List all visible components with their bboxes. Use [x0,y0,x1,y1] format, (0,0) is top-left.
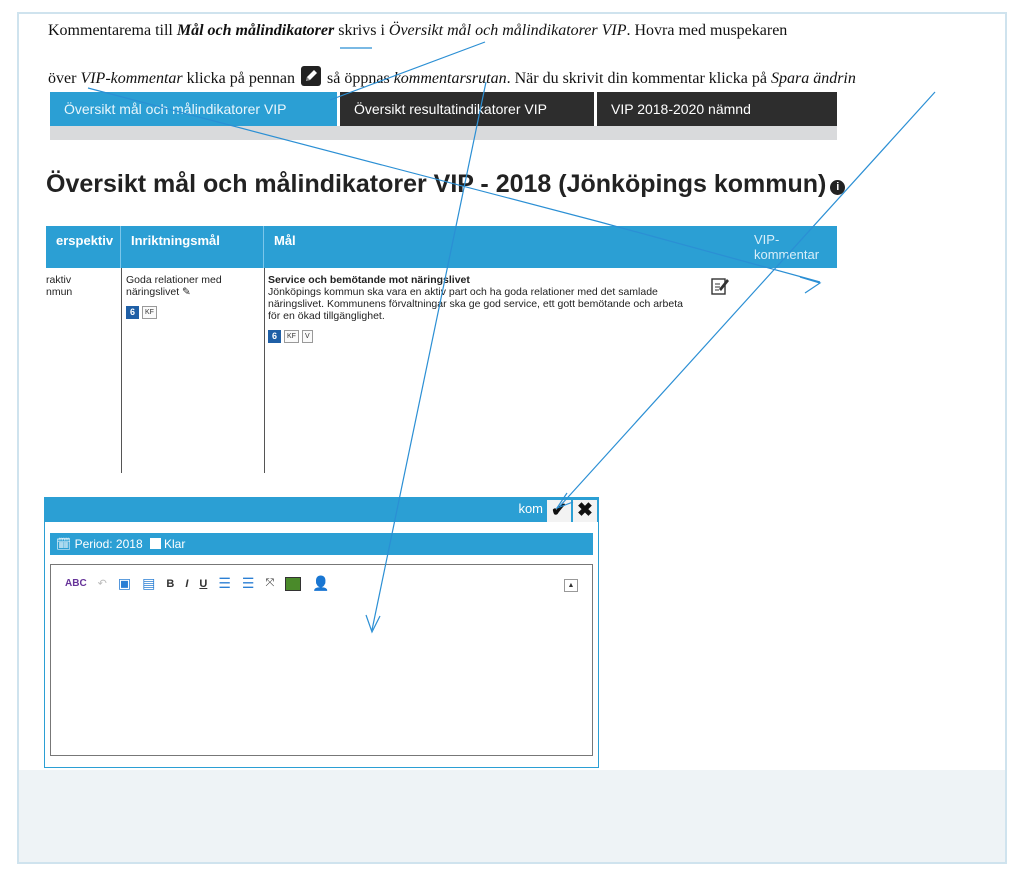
paste-icon[interactable]: ▣ [117,575,132,591]
instruction-line-2: över VIP-kommentar klicka på pennan så öppnas kommentarsrutan. När du skrivit din kommentar klicka på Spara ändrin [48,66,1008,88]
edit-comment-icon[interactable] [710,276,730,296]
period-bar [50,533,593,555]
badge-goal-number: 6 [268,330,281,343]
close-button[interactable]: ✖ [573,500,597,522]
header-perspective: erspektiv [46,226,121,268]
spellcheck-icon[interactable]: ABC [65,578,87,589]
header-goal: Mål [274,233,296,248]
cell-perspective [46,274,72,298]
table-header [46,226,837,268]
direction-badges [126,306,261,319]
header-direction-goal: Inriktningsmål [121,226,264,268]
done-checkbox[interactable] [150,538,161,549]
comment-editor[interactable] [50,564,593,756]
dialog-title-bar [44,497,599,522]
calendar-icon: 🗓 [56,537,72,551]
info-icon[interactable]: i [830,180,845,195]
goals-table [46,226,837,473]
bottom-strip [19,770,1005,862]
tab-overview-result-indicators[interactable]: Översikt resultatindikatorer VIP [340,92,597,126]
table-row [46,268,837,473]
undo-icon[interactable]: ↶ [97,578,107,590]
perspective-line-1: raktiv [46,274,72,286]
goal-badges [268,330,698,343]
pin-icon: ✎ [179,286,191,298]
bold-button[interactable]: B [166,577,175,590]
header-vip-comment: VIP-kommentar [754,232,820,262]
goal-text: Jönköpings kommun ska vara en aktiv part och ha goda relationer med det samlade näringslivet. Kommunens förvaltningar ska ge god service, ett gott bemötande och arbeta för en ökad tillgänglighet. [268,286,683,322]
period-label: Period: 2018 [74,537,143,551]
perspective-line-2: nmun [46,286,73,298]
paste-word-icon[interactable]: ▤ [142,575,156,591]
cell-goal [268,274,698,343]
column-divider [121,268,122,473]
tab-bar [50,92,837,126]
collapse-toolbar-icon[interactable]: ▲ [564,579,578,592]
direction-goal-text[interactable]: Goda relationer med näringslivet [126,274,222,298]
comment-dialog [44,497,599,767]
bullet-list-icon[interactable]: ☰ [241,575,255,591]
done-label: Klar [163,537,186,551]
badge-kf: KF [142,306,157,319]
tab-vip-committee[interactable]: VIP 2018-2020 nämnd [611,101,751,117]
tab-bar-shadow [50,126,837,140]
save-check-button[interactable]: ✔ [547,500,571,522]
tab-overview-goals[interactable]: Översikt mål och målindikatorer VIP [50,92,340,126]
image-icon[interactable] [285,577,301,591]
badge-v: V [302,330,313,343]
pen-icon [301,66,321,86]
maximize-icon[interactable]: ⤧ [265,577,275,589]
instruction-line-1: Kommentarema till Mål och målindikatorer skrivs i Översikt mål och målindikatorer VIP. Hovra med muspekaren [48,22,788,39]
cell-direction-goal [126,274,261,319]
underline-button[interactable]: U [199,577,208,590]
page-title: Översikt mål och målindikatorer VIP - 2018 (Jönköpings kommun) i [46,170,845,199]
badge-kf: KF [284,330,299,343]
italic-button[interactable]: I [185,577,189,590]
editor-toolbar [65,575,330,592]
numbered-list-icon[interactable]: ☰ [218,575,231,591]
user-icon[interactable]: 👤 [312,575,330,591]
column-divider [264,268,265,473]
goal-title: Service och bemötande mot näringslivet [268,274,470,286]
badge-goal-number: 6 [126,306,139,319]
dialog-body [44,522,599,768]
dialog-title: kom [518,501,543,516]
